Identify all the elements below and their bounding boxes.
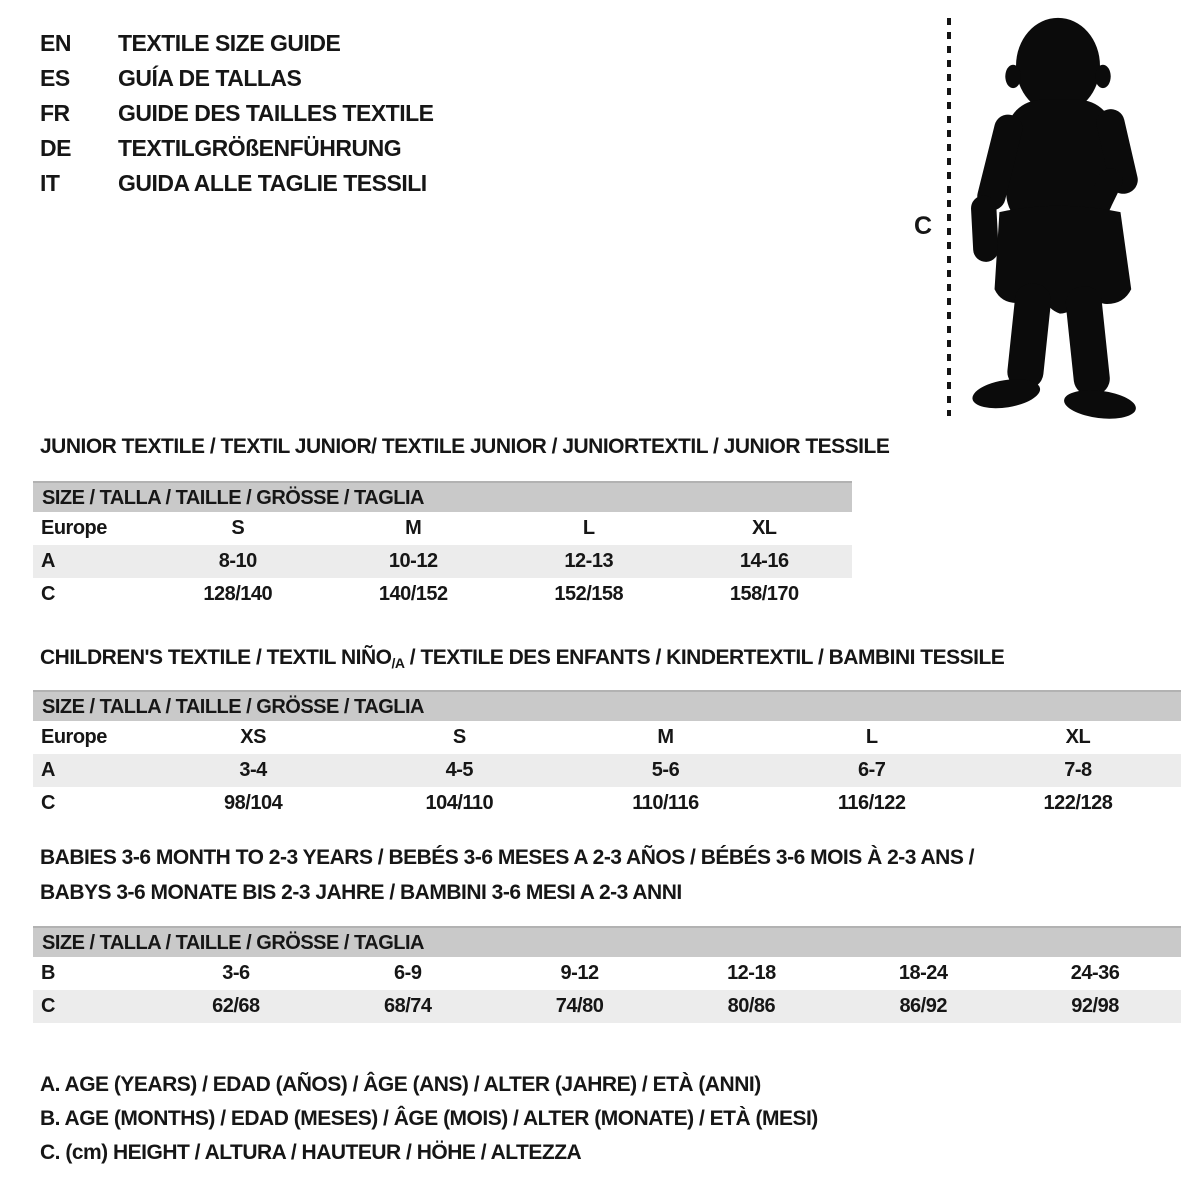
language-code: ES: [40, 65, 70, 91]
measure-legend: [40, 1068, 818, 1170]
age-cell: 5-6: [651, 759, 680, 781]
table-row-age: [33, 545, 852, 578]
height-cell: 128/140: [203, 583, 273, 605]
language-row-fr: [40, 96, 434, 131]
age-cell: 4-5: [445, 759, 473, 781]
height-cell: 152/158: [554, 583, 624, 605]
junior-size-table: [33, 481, 852, 611]
height-cell: 92/98: [1071, 995, 1119, 1017]
row-label: C: [41, 792, 55, 814]
size-cell: XL: [751, 517, 777, 539]
size-cell: S: [231, 517, 245, 539]
size-table-header: SIZE / TALLA / TAILLE / GRÖSSE / TAGLIA: [33, 690, 1181, 721]
size-cell: XS: [240, 726, 266, 748]
row-label: A: [41, 759, 55, 781]
language-code: EN: [40, 30, 71, 56]
table-row-europe: [33, 512, 852, 545]
row-label: C: [41, 583, 55, 605]
age-cell: 12-13: [564, 550, 614, 572]
age-cell: 8-10: [218, 550, 257, 572]
language-row-en: [40, 26, 434, 61]
months-cell: 3-6: [222, 962, 250, 984]
height-cell: 158/170: [729, 583, 799, 605]
children-section-title: [40, 646, 1004, 671]
table-row-europe: [33, 721, 1181, 754]
row-label: Europe: [41, 726, 107, 748]
children-size-table: [33, 690, 1181, 820]
junior-section-title: JUNIOR TEXTILE / TEXTIL JUNIOR/ TEXTILE JUNIOR / JUNIORTEXTIL / JUNIOR TESSILE: [40, 435, 890, 458]
height-cell: 68/74: [383, 995, 432, 1017]
age-cell: 7-8: [1064, 759, 1092, 781]
height-cell: 98/104: [224, 792, 283, 814]
height-cell: 104/110: [425, 792, 494, 814]
language-title-list: [40, 26, 434, 201]
babies-title-line1: BABIES 3-6 MONTH TO 2-3 YEARS / BEBÉS 3-6 MESES A 2-3 AÑOS / BÉBÉS 3-6 MOIS À 2-3 ANS /: [40, 846, 975, 869]
size-cell: L: [865, 726, 878, 748]
table-row-height: [33, 787, 1181, 820]
guide-title-de: TEXTILGRÖßENFÜHRUNG: [118, 135, 402, 161]
height-cell: 80/86: [727, 995, 776, 1017]
height-cell: 62/68: [212, 995, 260, 1017]
table-row-months: [33, 957, 1181, 990]
babies-size-table: [33, 926, 1181, 1023]
height-measure-figure: [900, 0, 1200, 430]
height-cell: 86/92: [899, 995, 947, 1017]
row-label: B: [41, 962, 55, 984]
babies-section-title: [40, 840, 974, 910]
height-cell: 116/122: [837, 792, 906, 814]
age-cell: 14-16: [739, 550, 789, 572]
age-cell: 10-12: [388, 550, 438, 572]
row-label: Europe: [41, 517, 107, 539]
age-cell: 3-4: [239, 759, 267, 781]
legend-age-years: A. AGE (YEARS) / EDAD (AÑOS) / ÂGE (ANS) / ALTER (JAHRE) / ETÀ (ANNI): [40, 1073, 761, 1096]
size-cell: L: [582, 517, 595, 539]
height-cell: 122/128: [1043, 792, 1113, 814]
months-cell: 24-36: [1070, 962, 1120, 984]
children-title-subscript: /A: [391, 655, 405, 671]
guide-title-en: TEXTILE SIZE GUIDE: [118, 30, 341, 56]
language-code: IT: [40, 170, 60, 196]
months-cell: 18-24: [898, 962, 948, 984]
size-cell: M: [657, 726, 674, 748]
table-row-height: [33, 990, 1181, 1023]
height-measure-label: C: [914, 212, 932, 240]
row-label: A: [41, 550, 55, 572]
table-row-age: [33, 754, 1181, 787]
toddler-silhouette-icon: [960, 12, 1156, 422]
months-cell: 6-9: [394, 962, 422, 984]
row-label: C: [41, 995, 55, 1017]
size-table-header: SIZE / TALLA / TAILLE / GRÖSSE / TAGLIA: [33, 481, 852, 512]
legend-age-months: B. AGE (MONTHS) / EDAD (MESES) / ÂGE (MOIS) / ALTER (MONATE) / ETÀ (MESI): [40, 1107, 818, 1130]
guide-title-es: GUÍA DE TALLAS: [118, 65, 302, 91]
children-title-main: CHILDREN'S TEXTILE / TEXTIL NIÑO: [40, 646, 392, 669]
size-cell: M: [405, 517, 422, 539]
height-dashed-line: [947, 18, 951, 416]
language-code: DE: [40, 135, 71, 161]
language-row-it: [40, 166, 434, 201]
guide-title-it: GUIDA ALLE TAGLIE TESSILI: [118, 170, 427, 196]
legend-height-cm: C. (cm) HEIGHT / ALTURA / HAUTEUR / HÖHE / ALTEZZA: [40, 1141, 582, 1164]
table-row-height: [33, 578, 852, 611]
size-cell: XL: [1065, 726, 1091, 748]
language-row-de: [40, 131, 434, 166]
language-code: FR: [40, 100, 70, 126]
height-cell: 140/152: [378, 583, 448, 605]
language-row-es: [40, 61, 434, 96]
months-cell: 9-12: [560, 962, 599, 984]
height-cell: 74/80: [555, 995, 604, 1017]
guide-title-fr: GUIDE DES TAILLES TEXTILE: [118, 100, 434, 126]
months-cell: 12-18: [727, 962, 776, 984]
children-title-rest: / TEXTILE DES ENFANTS / KINDERTEXTIL / BAMBINI TESSILE: [404, 646, 1005, 669]
size-table-header: SIZE / TALLA / TAILLE / GRÖSSE / TAGLIA: [33, 926, 1181, 957]
size-cell: S: [452, 726, 466, 748]
babies-title-line2: BABYS 3-6 MONATE BIS 2-3 JAHRE / BAMBINI 3-6 MESI A 2-3 ANNI: [40, 881, 682, 904]
height-cell: 110/116: [632, 792, 699, 814]
age-cell: 6-7: [858, 759, 886, 781]
